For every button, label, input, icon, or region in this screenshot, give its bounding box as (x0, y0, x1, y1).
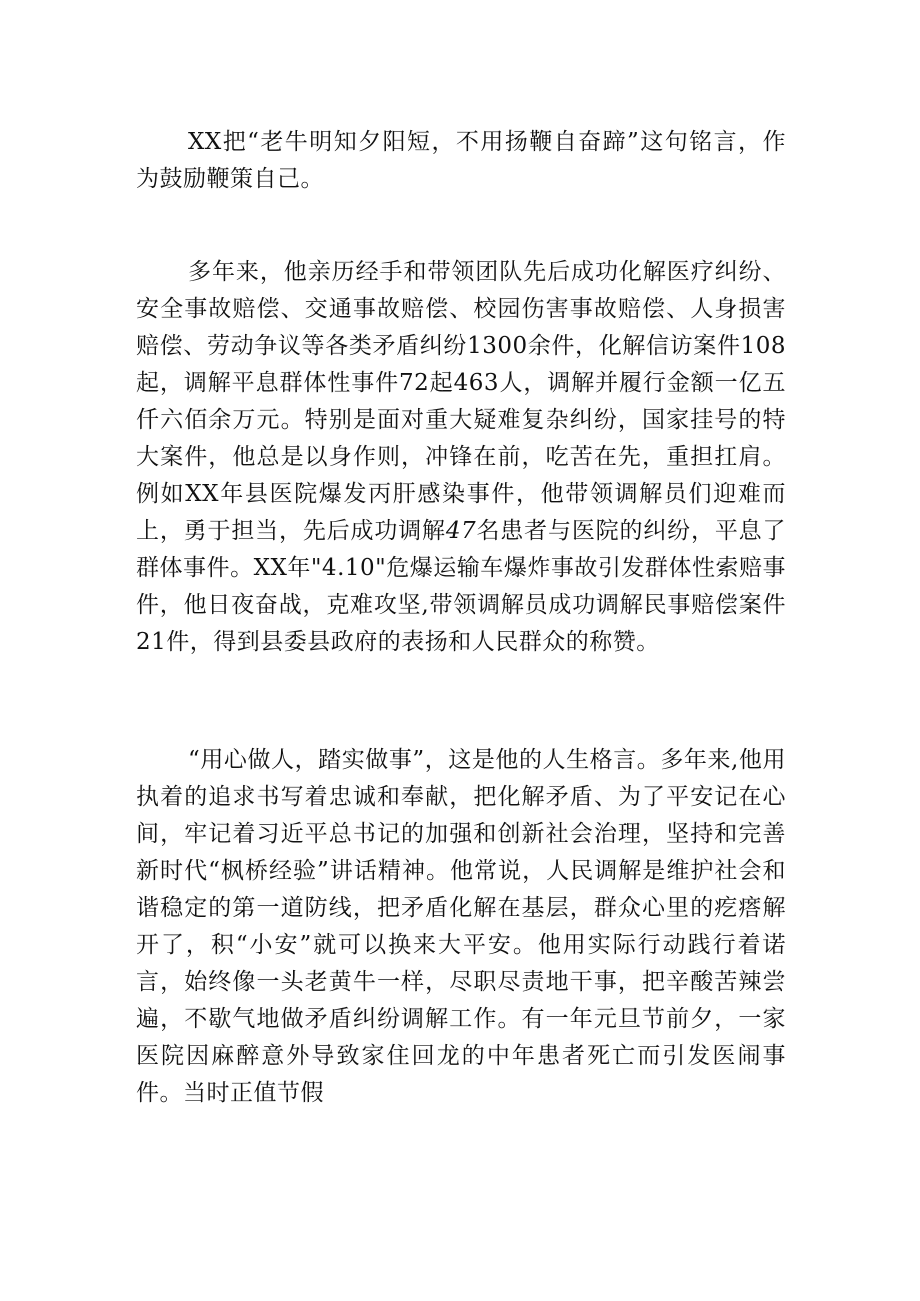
paragraph-achievements (136, 254, 786, 661)
paragraph-text-part1: 多年来，他亲历经手和带领团队先后成功化解医疗纠纷、安全事故赔偿、交通事故赔偿、校园伤害事故赔偿、人身损害赔偿、劳动争议等各类矛盾纠纷1300余件，化解信访案件108起，调解平息群体性事件72起463人，调解并履行金额一亿五仟六佰余万元。特别是面对重大疑难复杂纠纷，国家挂号的特大案件，他总是以身作则，冲锋在前，吃苦在先，重担扛肩。例如XX年县医院爆发丙肝感染事件，他带领调解员们迎难而上，勇于担当，先后成功调解 (136, 259, 786, 544)
paragraph-life-motto (136, 742, 786, 1112)
paragraph-text: XX把“老牛明知夕阳短，不用扬鞭自奋蹄”这句铭言，作为鼓励鞭策自己。 (136, 129, 786, 192)
patient-count: 47 (445, 518, 477, 544)
paragraph-text-part2: 名患者与医院的纠纷，平息了群体事件。XX年"4.10"危爆运输车爆炸事故引发群体性索赔事件，他日夜奋战，克难攻坚,带领调解员成功调解民事赔偿案件21件，得到县委县政府的表扬和人民群众的称赞。 (136, 518, 787, 655)
paragraph-motto (136, 124, 786, 198)
paragraph-text: “用心做人，踏实做事”，这是他的人生格言。多年来,他用执着的追求书写着忠诚和奉献，把化解矛盾、为了平安记在心间，牢记着习近平总书记的加强和创新社会治理，坚持和完善新时代“枫桥经验”讲话精神。他常说，人民调解是维护社会和谐稳定的第一道防线，把矛盾化解在基层，群众心里的疙瘩解开了，积“小安”就可以换来大平安。他用实际行动践行着诺言，始终像一头老黄牛一样，尽职尽责地干事，把辛酸苦辣尝遍，不歇气地做矛盾纠纷调解工作。有一年元旦节前夕，一家医院因麻醉意外导致家住回龙的中年患者死亡而引发医闹事件。当时正值节假 (136, 747, 786, 1106)
